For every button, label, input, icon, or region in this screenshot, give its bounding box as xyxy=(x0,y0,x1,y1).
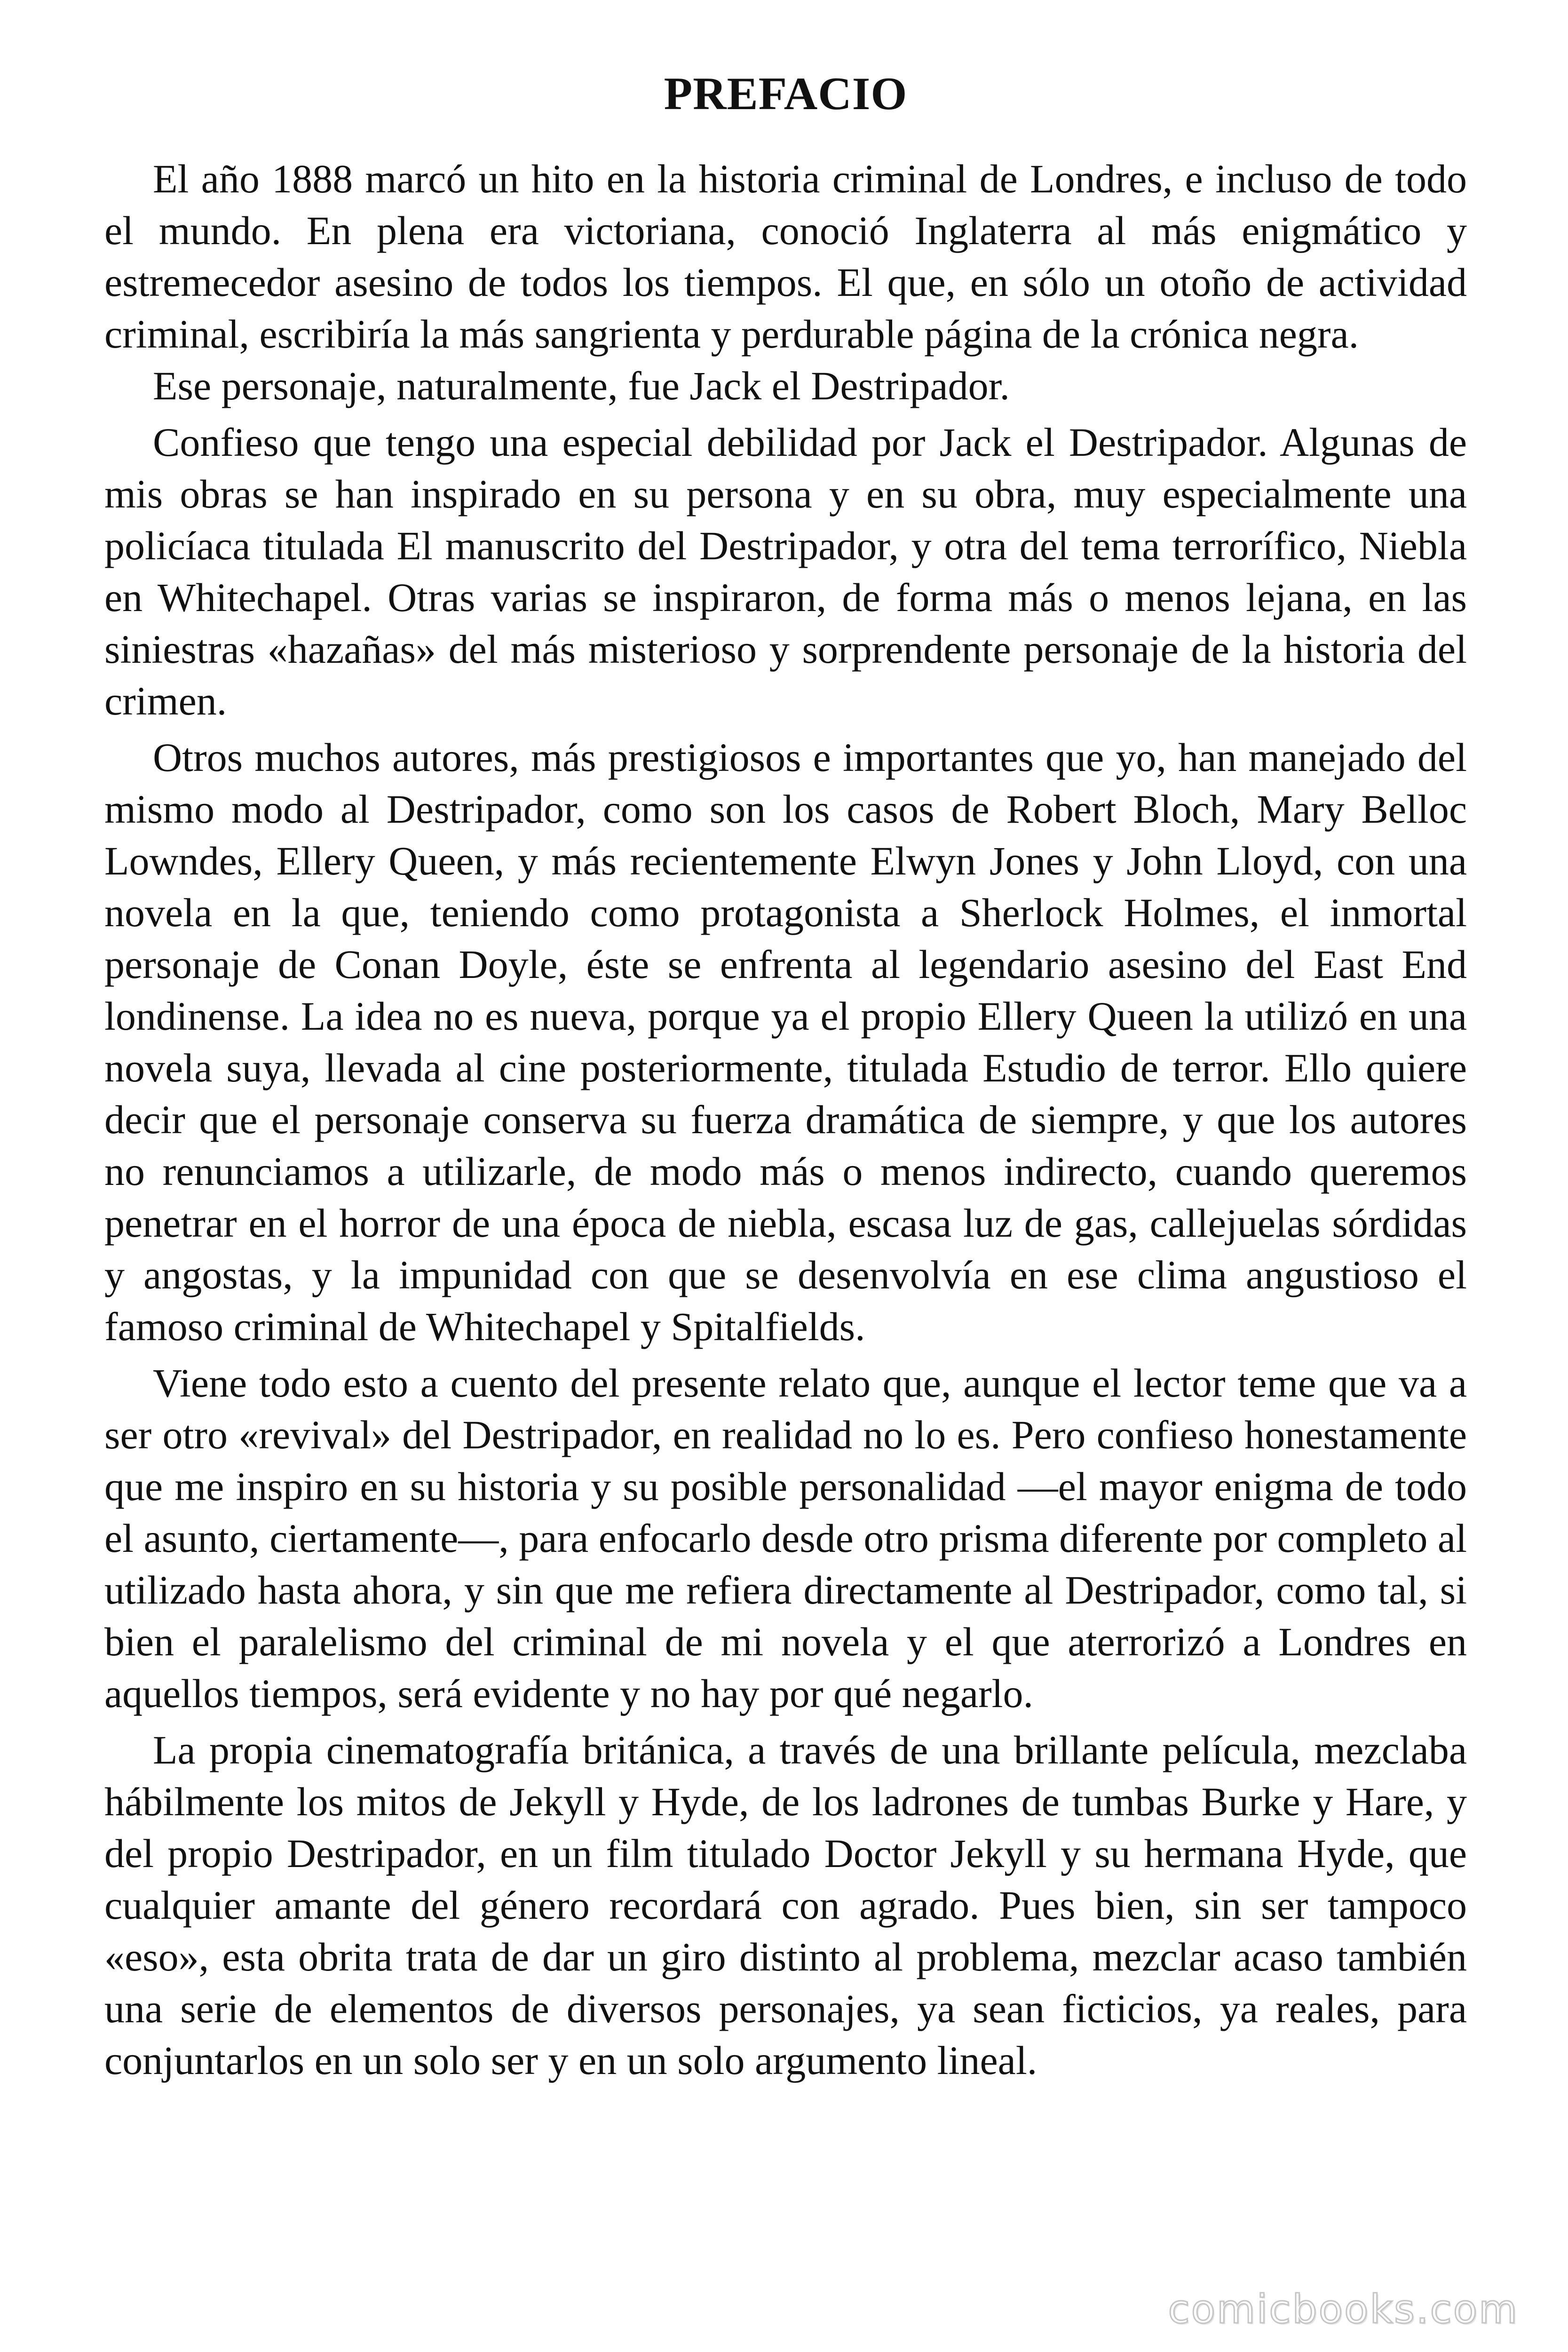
paragraph-2: Ese personaje, naturalmente, fue Jack el Destripador. xyxy=(153,363,1010,408)
paragraph-3: Confieso que tengo una especial debilidad por Jack el Destripador. Algunas de mis obras se han inspirado en su persona y en su obra, muy especialmente una policíaca titulada El manuscrito del Destripador, y otra del tema terrorífico, Niebla en Whitechapel. Otras varias se inspiraron, de forma más o menos lejana, en las siniestras «hazañas» del más misterioso y sorprendente personaje de la historia del crimen. xyxy=(104,420,1467,723)
watermark: comicbooks.com xyxy=(1168,2286,1519,2332)
paragraph-4: Otros muchos autores, más prestigiosos e importantes que yo, han manejado del mismo modo al Destripador, como son los casos de Robert Bloch, Mary Belloc Lowndes, Ellery Queen, y más recientemente Elwyn Jones y John Lloyd, con una novela en la que, teniendo como protagonista a Sherlock Holmes, el inmortal personaje de Conan Doyle, éste se enfrenta al legendario asesino del East End londinense. La idea no es nueva, porque ya el propio Ellery Queen la utilizó en una novela suya, llevada al cine posteriormente, titulada Estudio de terror. Ello quiere decir que el personaje conserva su fuerza dramática de siempre, y que los autores no renunciamos a utilizarle, de modo más o menos indirecto, cuando queremos penetrar en el horror de una época de niebla, escasa luz de gas, callejuelas sórdidas y angostas, y la impunidad con que se desenvolvía en ese clima angustioso el famoso criminal de Whitechapel y Spitalfields. xyxy=(104,735,1467,1349)
body-text xyxy=(104,153,1467,2086)
paragraph-5: Viene todo esto a cuento del presente relato que, aunque el lector teme que va a ser otro «revival» del Destripador, en realidad no lo es. Pero confieso honestamente que me inspiro en su historia y su posible personalidad —el mayor enigma de todo el asunto, ciertamente—, para enfocarlo desde otro prisma diferente por completo al utilizado hasta ahora, y sin que me refiera directamente al Destripador, como tal, si bien el paralelismo del criminal de mi novela y el que aterrorizó a Londres en aquellos tiempos, será evidente y no hay por qué negarlo. xyxy=(104,1360,1467,1716)
page-title: PREFACIO xyxy=(664,68,908,119)
paragraph-1: El año 1888 marcó un hito en la historia criminal de Londres, e incluso de todo el mundo. En plena era victoriana, conoció Inglaterra al más enigmático y estremecedor asesino de todos los tiempos. El que, en sólo un otoño de actividad criminal, escribiría la más sangrienta y perdurable página de la crónica negra. xyxy=(104,156,1467,357)
paragraph-6: La propia cinematografía británica, a través de una brillante película, mezclaba hábilmente los mitos de Jekyll y Hyde, de los ladrones de tumbas Burke y Hare, y del propio Destripador, en un film titulado Doctor Jekyll y su hermana Hyde, que cualquier amante del género recordará con agrado. Pues bien, sin ser tampoco «eso», esta obrita trata de dar un giro distinto al problema, mezclar acaso también una serie de elementos de diversos personajes, ya sean ficticios, ya reales, para conjuntarlos en un solo ser y en un solo argumento lineal. xyxy=(104,1727,1467,2083)
